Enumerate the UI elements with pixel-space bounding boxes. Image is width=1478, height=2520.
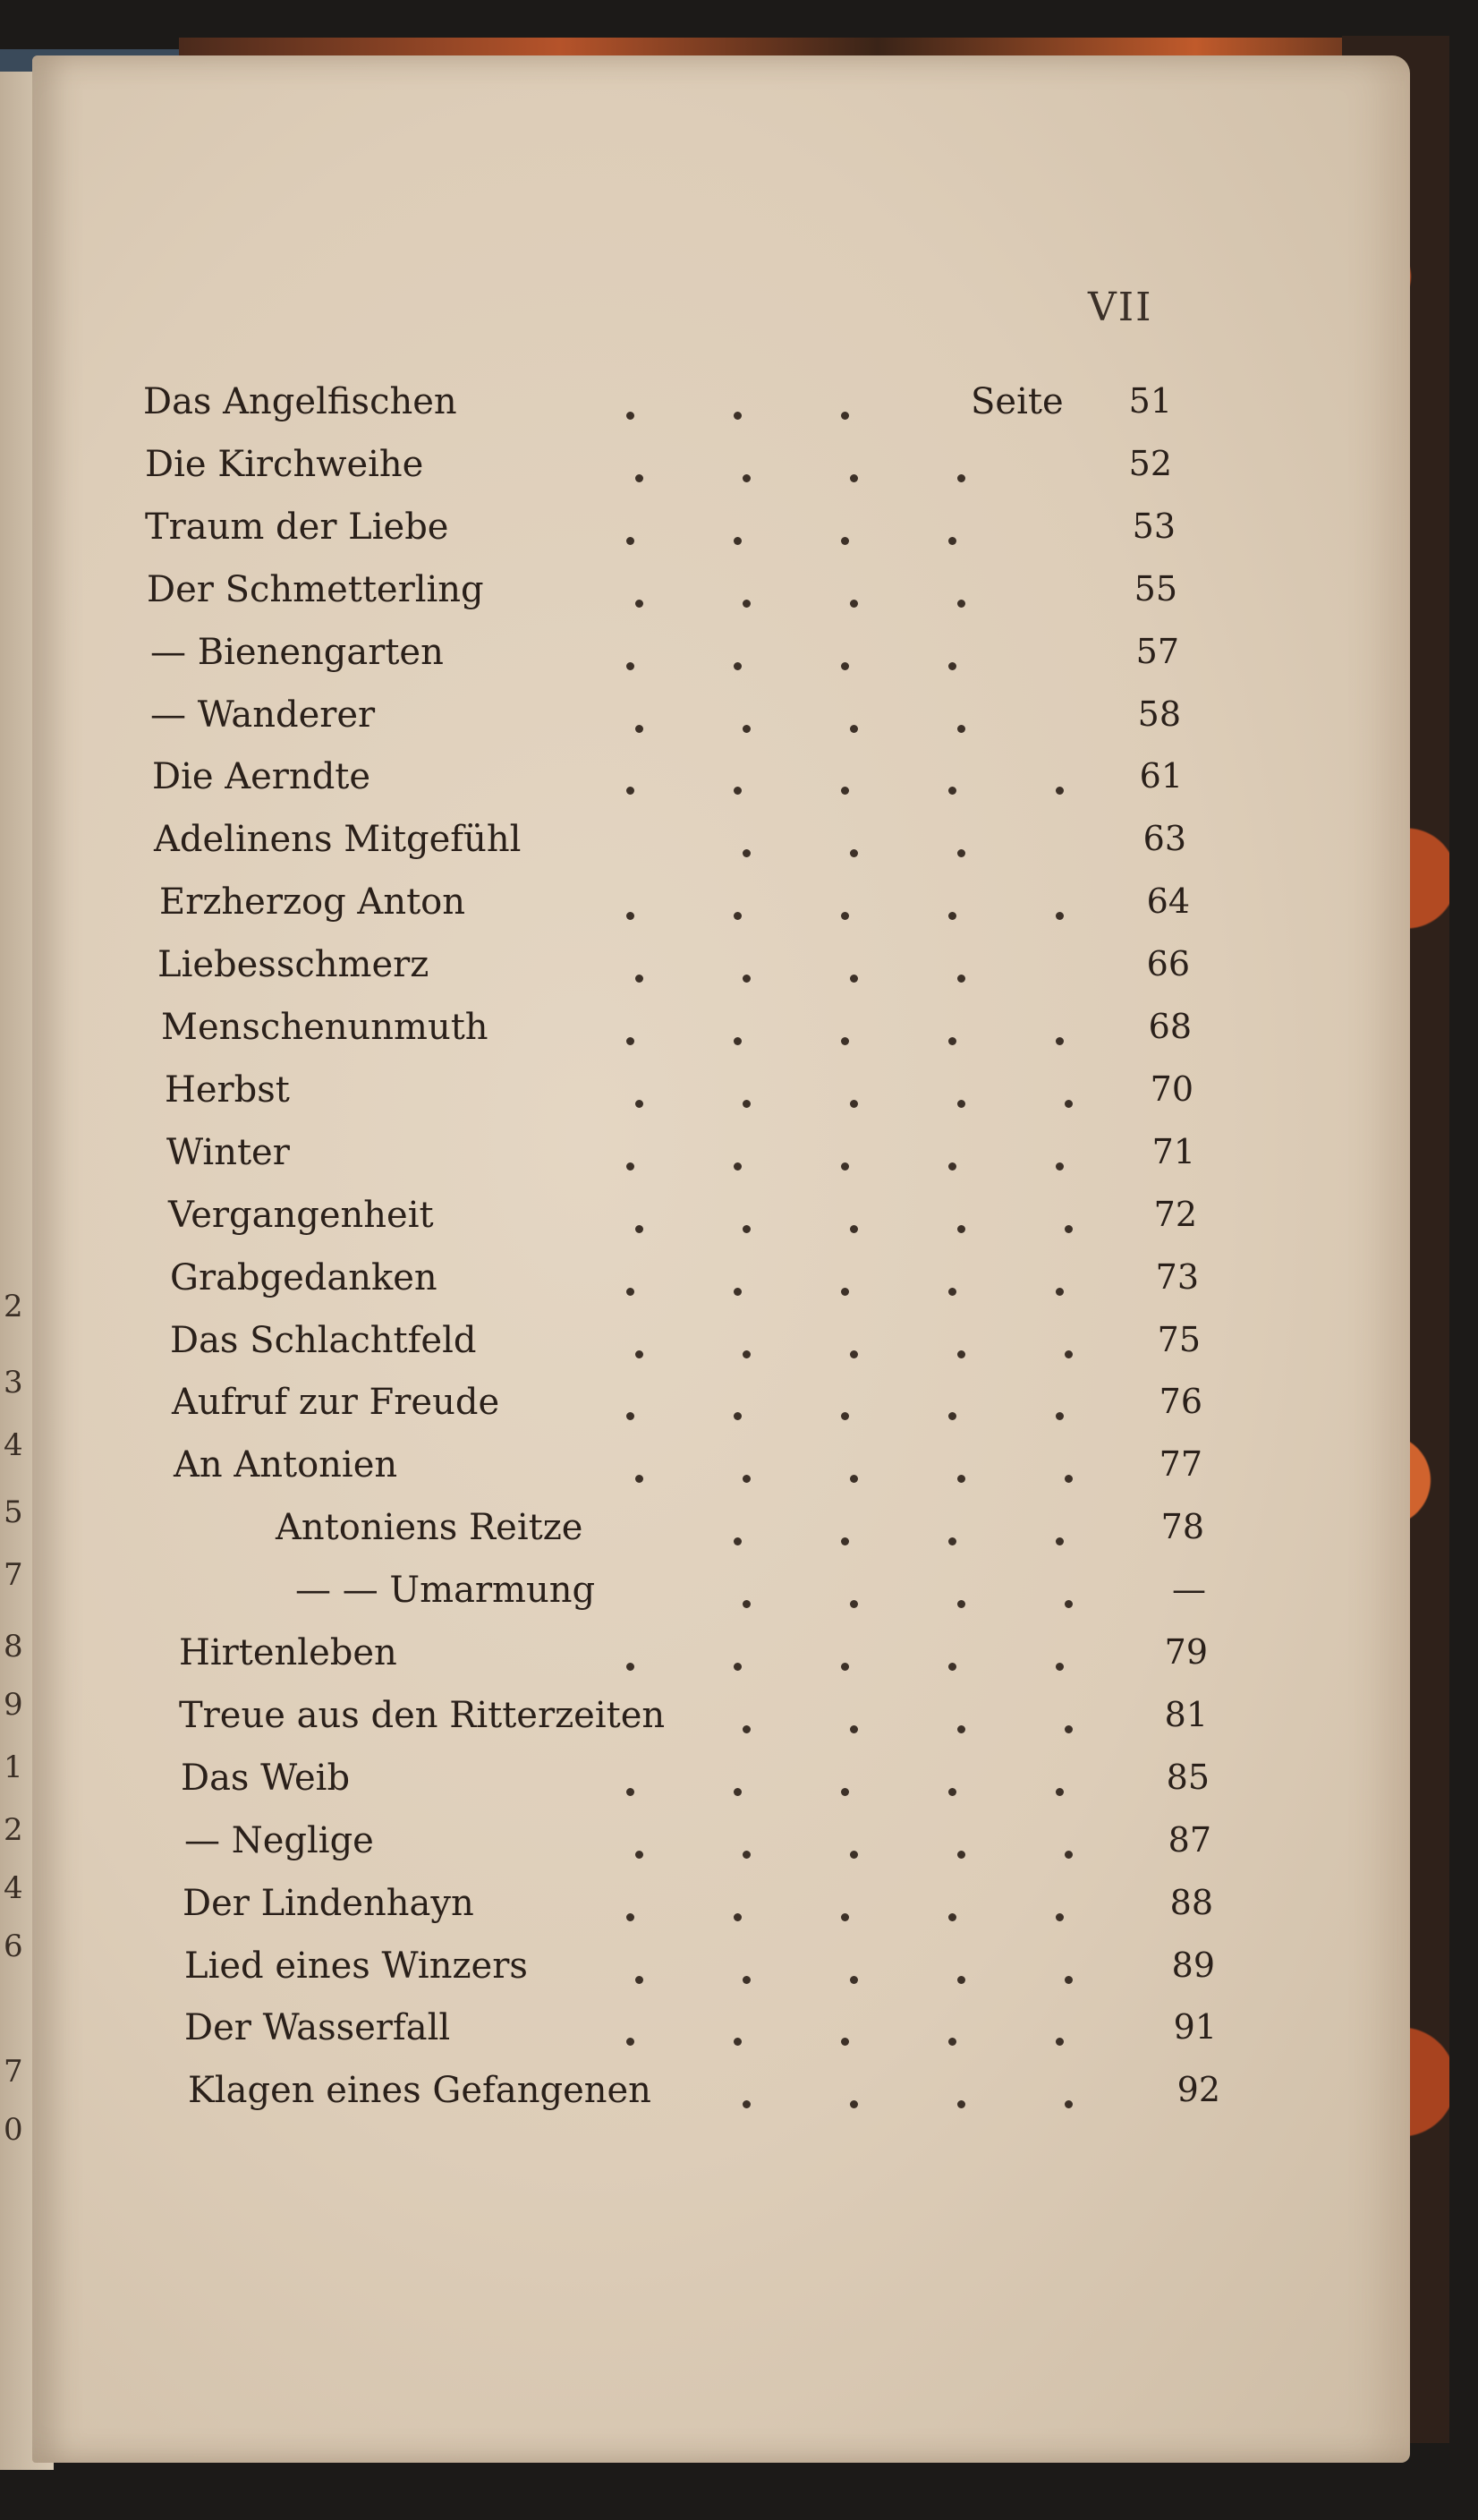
leader-dot <box>1056 1788 1064 1796</box>
toc-entry-title: Traum der Liebe <box>145 506 449 548</box>
leader-dot <box>1065 1225 1073 1233</box>
toc-entry-title: Der Lindenhayn <box>183 1882 474 1924</box>
toc-entry-title: Das Weib <box>181 1757 351 1799</box>
toc-entry-page: 61 <box>1139 756 1183 796</box>
leader-dot <box>635 1100 643 1108</box>
toc-entry-title: Lied eines Winzers <box>184 1945 528 1987</box>
toc-entry-title: Liebesschmerz <box>157 944 429 986</box>
facing-page-number: 2 <box>4 1289 23 1324</box>
leader-dot <box>841 412 849 420</box>
toc-entry-title: — — Umarmung <box>295 1570 596 1612</box>
leader-dot <box>948 1663 956 1671</box>
facing-page-number: 1 <box>4 1750 23 1785</box>
leader-dot <box>948 1162 956 1171</box>
leader-dot <box>841 1913 849 1921</box>
leader-dot <box>957 1225 965 1233</box>
toc-entry-page: 85 <box>1166 1757 1210 1797</box>
leader-dot <box>626 1913 634 1921</box>
toc-entry-page: — <box>1172 1570 1206 1610</box>
toc-entry-title: Treue aus den Ritterzeiten <box>179 1694 666 1736</box>
leader-dot <box>635 1851 643 1859</box>
leader-dot <box>957 1851 965 1859</box>
toc-entry-title: Das Angelfischen <box>143 381 457 422</box>
leader-dot <box>626 1288 634 1296</box>
toc-entry-page: 55 <box>1134 568 1177 609</box>
toc-entry-page: 66 <box>1146 944 1190 984</box>
toc-entry-title: Der Wasserfall <box>184 2007 451 2049</box>
leader-dot <box>743 600 751 608</box>
leader-dot <box>948 1788 956 1796</box>
toc-entry-page: 77 <box>1159 1444 1202 1485</box>
leader-dot <box>734 412 742 420</box>
toc-entry-title: — Bienengarten <box>150 631 444 673</box>
seite-label: Seite <box>971 381 1064 422</box>
leader-dot <box>743 1976 751 1984</box>
leader-dot <box>734 1037 742 1045</box>
leader-dot <box>743 1225 751 1233</box>
toc-entry-title: Klagen eines Gefangenen <box>188 2070 651 2112</box>
leader-dot <box>734 1788 742 1796</box>
leader-dot <box>948 1037 956 1045</box>
leader-dot <box>626 537 634 545</box>
facing-page-number: 3 <box>4 1365 23 1400</box>
leader-dot <box>1056 1663 1064 1671</box>
toc-entry-page: 71 <box>1151 1131 1195 1171</box>
toc-entry-title: Erzherzog Anton <box>159 881 465 924</box>
toc-entry-title: Die Aerndte <box>152 756 371 798</box>
toc-entry-page: 57 <box>1135 631 1179 671</box>
leader-dot <box>948 537 956 545</box>
toc-entry-page: 63 <box>1142 819 1186 859</box>
toc-entry-page: 91 <box>1173 2007 1217 2048</box>
toc-entry-title: Herbst <box>165 1068 290 1111</box>
leader-dot <box>850 1851 858 1859</box>
toc-entry-page: 89 <box>1171 1945 1215 1985</box>
leader-dot <box>635 1350 643 1358</box>
leader-dot <box>957 1100 965 1108</box>
leader-dot <box>626 1663 634 1671</box>
leader-dot <box>841 662 849 670</box>
leader-dot <box>734 1288 742 1296</box>
leader-dot <box>626 662 634 670</box>
leader-dot <box>743 1851 751 1859</box>
toc-entry-page: 76 <box>1159 1382 1202 1422</box>
toc-entry-page: 79 <box>1164 1632 1208 1672</box>
leader-dot <box>743 725 751 733</box>
leader-dot <box>850 725 858 733</box>
toc-entry-title: Aufruf zur Freude <box>172 1382 500 1424</box>
leader-dot <box>850 1350 858 1358</box>
facing-page-number: 0 <box>4 2112 23 2148</box>
leader-dot <box>957 1725 965 1733</box>
leader-dot <box>635 1976 643 1984</box>
leader-dot <box>850 1976 858 1984</box>
toc-entry-title: Adelinens Mitgefühl <box>154 819 522 861</box>
leader-dot <box>734 662 742 670</box>
leader-dot <box>743 1350 751 1358</box>
leader-dot <box>626 1162 634 1171</box>
leader-dot <box>734 1162 742 1171</box>
leader-dot <box>635 725 643 733</box>
leader-dot <box>635 474 643 482</box>
toc-entry-page: 88 <box>1169 1882 1213 1922</box>
toc-entry-page: 73 <box>1155 1256 1199 1297</box>
toc-entry-page: 75 <box>1157 1319 1201 1359</box>
facing-page-number: 4 <box>4 1427 23 1463</box>
leader-dot <box>1065 1725 1073 1733</box>
leader-dot <box>1056 1037 1064 1045</box>
toc-entry-page: 51 <box>1128 381 1172 421</box>
leader-dot <box>957 600 965 608</box>
toc-entry-page: 78 <box>1160 1507 1204 1547</box>
leader-dot <box>743 1100 751 1108</box>
facing-page-number: 2 <box>4 1812 23 1848</box>
leader-dot <box>1056 1162 1064 1171</box>
toc-entry-page: 70 <box>1150 1068 1193 1109</box>
toc-entry-page: 92 <box>1176 2070 1220 2110</box>
leader-dot <box>957 474 965 482</box>
facing-page-number: 7 <box>4 1557 23 1593</box>
toc-entry-title: — Wanderer <box>150 694 376 736</box>
leader-dot <box>850 1100 858 1108</box>
toc-entry-title: Die Kirchweihe <box>145 443 424 485</box>
toc-entry-title: — Neglige <box>184 1819 374 1861</box>
leader-dot <box>850 474 858 482</box>
facing-page-number: 8 <box>4 1629 23 1664</box>
leader-dot <box>626 1037 634 1045</box>
facing-page-number: 5 <box>4 1494 23 1530</box>
leader-dot <box>957 1350 965 1358</box>
toc-entry-page: 53 <box>1132 506 1176 546</box>
page-header-number: VII <box>1088 285 1153 330</box>
leader-dot <box>841 1037 849 1045</box>
toc-entry-title: Das Schlachtfeld <box>170 1319 477 1361</box>
toc-entry-title: Winter <box>166 1131 290 1173</box>
toc-entry-page: 58 <box>1137 694 1181 734</box>
leader-dot <box>635 1225 643 1233</box>
leader-dot <box>850 1725 858 1733</box>
leader-dot <box>957 725 965 733</box>
facing-page-number: 7 <box>4 2054 23 2090</box>
leader-dot <box>1056 1288 1064 1296</box>
leader-dot <box>841 1788 849 1796</box>
leader-dot <box>626 1788 634 1796</box>
leader-dot <box>1065 1350 1073 1358</box>
leader-dot <box>734 537 742 545</box>
leader-dot <box>841 1288 849 1296</box>
facing-page-number: 6 <box>4 1928 23 1964</box>
facing-page-number: 9 <box>4 1687 23 1723</box>
leader-dot <box>841 537 849 545</box>
toc-entry-page: 72 <box>1153 1194 1197 1234</box>
leader-dot <box>850 600 858 608</box>
toc-entry-title: An Antonien <box>174 1444 398 1486</box>
toc-entry-title: Hirtenleben <box>179 1632 397 1673</box>
leader-dot <box>1065 1976 1073 1984</box>
leader-dot <box>948 1913 956 1921</box>
toc-entry-title: Menschenunmuth <box>161 1007 488 1048</box>
leader-dot <box>1065 1851 1073 1859</box>
leader-dot <box>743 474 751 482</box>
leader-dot <box>850 1225 858 1233</box>
facing-page-number: 4 <box>4 1870 23 1906</box>
leader-dot <box>743 1725 751 1733</box>
toc-entry-title: Der Schmetterling <box>147 568 484 610</box>
leader-dot <box>841 1663 849 1671</box>
leader-dot <box>841 1162 849 1171</box>
leader-dot <box>957 1976 965 1984</box>
toc-entry-title: Vergangenheit <box>168 1194 434 1236</box>
toc-entry-page: 52 <box>1128 443 1172 483</box>
leader-dot <box>1065 1100 1073 1108</box>
toc-entry-page: 64 <box>1146 881 1190 922</box>
toc-entry-title: Grabgedanken <box>170 1256 437 1298</box>
leader-dot <box>635 600 643 608</box>
leader-dot <box>1056 1913 1064 1921</box>
leader-dot <box>734 1663 742 1671</box>
toc-entry-page: 68 <box>1148 1007 1192 1046</box>
leader-dot <box>626 412 634 420</box>
leader-dot <box>734 1913 742 1921</box>
toc-entry-page: 87 <box>1168 1819 1211 1860</box>
leader-dot <box>948 662 956 670</box>
toc-entry-title: Antoniens Reitze <box>276 1507 583 1549</box>
toc-entry-page: 81 <box>1164 1694 1208 1734</box>
leader-dot <box>948 1288 956 1296</box>
